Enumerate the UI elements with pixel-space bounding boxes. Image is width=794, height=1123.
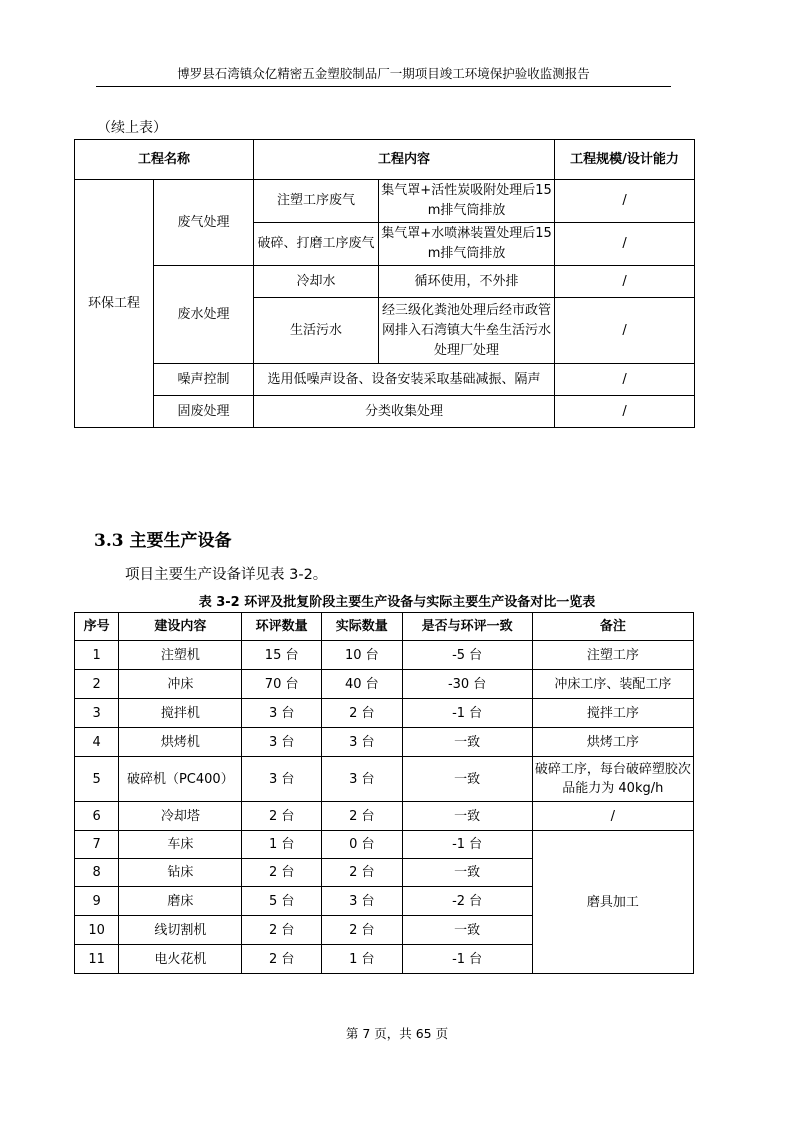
gas-scale: / [555,180,695,223]
cell-actual: 10 台 [321,641,402,670]
table-row [75,699,694,728]
cell-no: 6 [75,802,119,831]
cell-remark: 烘烤工序 [532,728,693,757]
table-row [75,802,694,831]
cell-remark: 注塑工序 [532,641,693,670]
solid-waste-content: 分类收集处理 [254,396,555,428]
gas-measure: 集气罩+水喷淋装置处理后15 m排气筒排放 [379,223,555,266]
table-row [75,266,695,298]
solid-waste-label: 固废处理 [154,396,254,428]
table-header-row [75,140,695,180]
cell-group-remark: 磨具加工 [532,831,693,974]
cell-remark: / [532,802,693,831]
cell-consistent: -1 台 [402,699,532,728]
section-heading [94,526,232,551]
water-measure: 经三级化粪池处理后经市政管网排入石湾镇大牛垒生活污水处理厂处理 [379,298,555,364]
cell-remark: 搅拌工序 [532,699,693,728]
noise-scale: / [555,364,695,396]
cell-no: 4 [75,728,119,757]
cell-consistent: 一致 [402,757,532,802]
noise-content: 选用低噪声设备、设备安装采取基础减振、隔声 [254,364,555,396]
cell-actual: 3 台 [321,728,402,757]
cell-consistent: 一致 [402,916,532,945]
header-actual-qty: 实际数量 [321,613,402,641]
noise-label: 噪声控制 [154,364,254,396]
cell-eia: 1 台 [242,831,322,859]
cell-no: 9 [75,887,119,916]
cell-name: 冲床 [119,670,242,699]
equipment-table [74,612,694,974]
cell-actual: 2 台 [321,802,402,831]
cell-actual: 3 台 [321,887,402,916]
cell-remark: 冲床工序、装配工序 [532,670,693,699]
gas-scale: / [555,223,695,266]
cell-eia: 3 台 [242,699,322,728]
cell-name: 搅拌机 [119,699,242,728]
cell-name: 线切割机 [119,916,242,945]
section-title: 主要生产设备 [129,531,232,551]
header-remark: 备注 [532,613,693,641]
section-number: 3.3 [94,531,124,551]
cell-name: 烘烤机 [119,728,242,757]
cell-eia: 2 台 [242,916,322,945]
header-project-name: 工程名称 [75,140,254,180]
water-measure: 循环使用，不外排 [379,266,555,298]
env-protection-table [74,139,695,428]
cell-no: 5 [75,757,119,802]
cell-consistent: -30 台 [402,670,532,699]
cell-eia: 2 台 [242,945,322,974]
header-name: 建设内容 [119,613,242,641]
table-row [75,396,695,428]
table-row [75,180,695,223]
cell-name: 电火花机 [119,945,242,974]
cell-consistent: -2 台 [402,887,532,916]
cell-no: 2 [75,670,119,699]
cell-consistent: 一致 [402,728,532,757]
cell-no: 11 [75,945,119,974]
table-row [75,641,694,670]
water-item: 冷却水 [254,266,379,298]
gas-item: 注塑工序废气 [254,180,379,223]
category-cell: 环保工程 [75,180,154,428]
cell-name: 钻床 [119,859,242,887]
table-row [75,757,694,802]
gas-measure: 集气罩+活性炭吸附处理后15 m排气筒排放 [379,180,555,223]
cell-eia: 15 台 [242,641,322,670]
cell-eia: 5 台 [242,887,322,916]
cell-remark: 破碎工序，每台破碎塑胶次品能力为 40kg/h [532,757,693,802]
header-no: 序号 [75,613,119,641]
gas-item: 破碎、打磨工序废气 [254,223,379,266]
cell-actual: 0 台 [321,831,402,859]
gas-treatment-label: 废气处理 [154,180,254,266]
cell-eia: 70 台 [242,670,322,699]
solid-waste-scale: / [555,396,695,428]
cell-no: 10 [75,916,119,945]
cell-actual: 1 台 [321,945,402,974]
header-consistent: 是否与环评一致 [402,613,532,641]
header-project-scale: 工程规模/设计能力 [555,140,695,180]
table-row [75,728,694,757]
continued-label: （续上表） [97,120,167,136]
cell-consistent: 一致 [402,859,532,887]
table-row [75,364,695,396]
cell-consistent: -1 台 [402,831,532,859]
cell-name: 磨床 [119,887,242,916]
cell-consistent: 一致 [402,802,532,831]
page-footer: 第 7 页，共 65 页 [345,1026,449,1041]
cell-consistent: -1 台 [402,945,532,974]
cell-eia: 2 台 [242,802,322,831]
water-scale: / [555,266,695,298]
cell-no: 7 [75,831,119,859]
cell-consistent: -5 台 [402,641,532,670]
header-eia-qty: 环评数量 [242,613,322,641]
cell-actual: 3 台 [321,757,402,802]
table-row [75,831,694,859]
intro-paragraph: 项目主要生产设备详见表 3-2。 [125,567,328,583]
table-caption: 表 3-2 环评及批复阶段主要生产设备与实际主要生产设备对比一览表 [198,595,596,610]
cell-name: 车床 [119,831,242,859]
page-header: 博罗县石湾镇众亿精密五金塑胶制品厂一期项目竣工环境保护验收监测报告 [96,62,671,87]
cell-actual: 2 台 [321,859,402,887]
cell-no: 8 [75,859,119,887]
cell-actual: 2 台 [321,699,402,728]
cell-name: 破碎机（PC400） [119,757,242,802]
cell-no: 3 [75,699,119,728]
cell-actual: 2 台 [321,916,402,945]
water-scale: / [555,298,695,364]
cell-no: 1 [75,641,119,670]
table-header-row [75,613,694,641]
water-treatment-label: 废水处理 [154,266,254,364]
cell-name: 冷却塔 [119,802,242,831]
cell-actual: 40 台 [321,670,402,699]
cell-eia: 3 台 [242,728,322,757]
cell-name: 注塑机 [119,641,242,670]
cell-eia: 2 台 [242,859,322,887]
table-row [75,670,694,699]
water-item: 生活污水 [254,298,379,364]
header-project-content: 工程内容 [254,140,555,180]
cell-eia: 3 台 [242,757,322,802]
